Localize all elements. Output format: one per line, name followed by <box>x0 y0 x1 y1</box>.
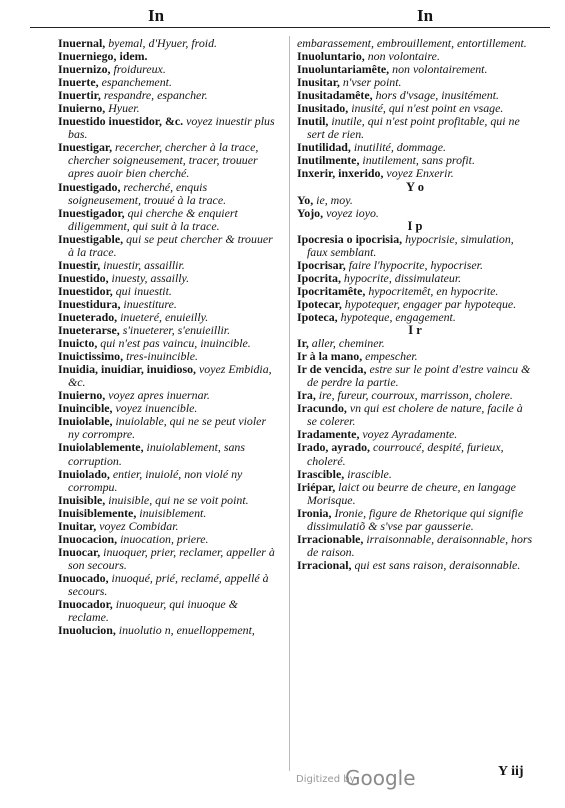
entry-translation: non volontaire. <box>364 49 440 64</box>
dictionary-entry <box>58 181 280 207</box>
entry-headword: Inuerniego, idem. <box>58 49 148 64</box>
entry-translation: inuoqueur, qui inuoque & reclame. <box>68 597 238 625</box>
entry-translation: embarassement, embrouillement, entortillement. <box>297 36 527 50</box>
dictionary-entry <box>297 363 533 389</box>
entry-headword: Inuocar, <box>58 544 101 559</box>
entry-headword: Inuocacion, <box>58 531 118 546</box>
entry-headword: Inuernizo, <box>58 62 111 77</box>
dictionary-entry <box>297 559 533 572</box>
dictionary-entry <box>58 115 280 141</box>
entry-translation: laict ou beurre de cheure, en langage Morisque. <box>307 479 516 507</box>
entry-translation: inutilité, dommage. <box>350 140 446 155</box>
entry-headword: Ipotecar, <box>297 296 342 311</box>
entry-headword: Inuerte, <box>58 75 99 90</box>
entry-translation: inuiolablement, sans corruption. <box>68 440 245 468</box>
section-heading: I p <box>407 218 423 233</box>
dictionary-entry <box>297 233 533 259</box>
entry-headword: Iracundo, <box>297 401 347 416</box>
right-running-head: In <box>417 6 434 25</box>
entry-translation: qui est sans raison, deraisonnable. <box>351 557 521 572</box>
entry-headword: Inxerir, inxerido, <box>297 166 384 181</box>
entry-translation: inuolutio n, enuelloppement, <box>115 623 255 638</box>
dictionary-entry <box>297 441 533 467</box>
dictionary-entry <box>58 441 280 467</box>
entry-translation: qui n'est pas vaincu, inuincible. <box>97 336 251 351</box>
dictionary-entry <box>58 141 280 180</box>
entry-headword: Inuestido, <box>58 270 109 285</box>
entry-headword: Inuicto, <box>58 336 98 351</box>
entry-translation: inuestiture. <box>120 296 177 311</box>
entry-translation: inuisible, qui ne se voit point. <box>105 492 249 507</box>
entry-headword: Ipocresia o ipocrisia, <box>297 231 403 246</box>
entry-translation: Hyuer. <box>105 101 140 116</box>
column-divider <box>289 36 290 771</box>
entry-translation: voyez inuencible. <box>112 401 198 416</box>
entry-headword: Ir de vencida, <box>297 362 367 377</box>
entry-translation: inuiolable, qui ne se peut violer ny corrompre. <box>68 414 267 442</box>
entry-translation: Ironie, figure de Rhetorique qui signifie dissimulatiõ & s'vse par gausserie. <box>307 505 524 533</box>
section-heading: I r <box>408 323 422 338</box>
entry-translation: ire, fureur, courroux, marrisson, cholere. <box>315 388 513 403</box>
entry-translation: irascible. <box>344 466 392 481</box>
entry-translation: tres-inuincible. <box>123 349 198 364</box>
entry-headword: Inuolucion, <box>58 623 116 638</box>
entry-translation: voyez Combidar. <box>96 518 179 533</box>
header-rule <box>30 27 550 28</box>
entry-headword: Ir à la mano, <box>297 349 363 364</box>
entry-headword: Inuierno, <box>58 101 106 116</box>
entry-translation: entier, inuiolé, non violé ny corrompu. <box>68 466 243 494</box>
entry-headword: Ironia, <box>297 505 332 520</box>
dictionary-entry <box>58 415 280 441</box>
entry-headword: Ipocrita, <box>297 270 341 285</box>
entry-translation: hors d'vsage, inusitément. <box>372 88 500 103</box>
entry-headword: Inueterado, <box>58 309 118 324</box>
entry-headword: Inuidia, inuidiar, inuidioso, <box>58 362 197 377</box>
dictionary-entry <box>297 207 533 220</box>
entry-headword: Ir, <box>297 336 309 351</box>
entry-translation: aller, cheminer. <box>308 336 385 351</box>
entry-translation: inutile, qui n'est point profitable, qui ne sert de rien. <box>307 114 520 142</box>
dictionary-entry <box>58 624 280 637</box>
entry-headword: Inutilidad, <box>297 140 351 155</box>
entry-headword: Inuoluntario, <box>297 49 365 64</box>
digitized-by-label: Digitized by <box>296 774 356 785</box>
entry-translation: voyez Enxerir. <box>383 166 454 181</box>
entry-translation: hypotequer, engager par hypoteque. <box>341 296 517 311</box>
entry-headword: Inuiolado, <box>58 466 110 481</box>
dictionary-entry <box>58 468 280 494</box>
entry-translation: inusité, qui n'est point en vsage. <box>348 101 504 116</box>
entry-headword: Inuictissimo, <box>58 349 124 364</box>
entry-headword: Inuoluntariamête, <box>297 62 390 77</box>
entry-headword: Inuestidor, <box>58 283 113 298</box>
entry-translation: courroucé, despité, furieux, choleré. <box>307 440 504 468</box>
entry-headword: Ira, <box>297 388 316 403</box>
entry-translation: hypoteque, engagement. <box>337 309 456 324</box>
entry-headword: Inuestigado, <box>58 179 121 194</box>
section-heading: Y o <box>406 179 424 194</box>
entry-translation: inuocation, priere. <box>117 531 209 546</box>
dictionary-entry <box>58 572 280 598</box>
entry-headword: Inusitar, <box>297 75 340 90</box>
entry-translation: non volontairement. <box>389 62 488 77</box>
entry-headword: Inuocador, <box>58 597 113 612</box>
dictionary-entry <box>297 533 533 559</box>
entry-headword: Inuocado, <box>58 570 109 585</box>
entry-translation: froidureux. <box>110 62 166 77</box>
entry-headword: Ipocrisar, <box>297 257 346 272</box>
entry-translation: inuoqué, prié, reclamé, appellé à secours. <box>68 570 269 598</box>
entry-headword: Ipocritamête, <box>297 283 366 298</box>
entry-headword: Ipoteca, <box>297 309 338 324</box>
entry-headword: Inuisiblemente, <box>58 505 137 520</box>
entry-headword: Inuitar, <box>58 518 97 533</box>
entry-translation: inueteré, enuieilly. <box>117 309 209 324</box>
entry-translation: ie, moy. <box>313 192 353 207</box>
entry-translation: vn qui est cholere de nature, facile à se colerer. <box>307 401 523 429</box>
entry-headword: Inuestidura, <box>58 296 121 311</box>
left-running-head: In <box>148 6 165 25</box>
entry-headword: Inuernal, <box>58 36 106 50</box>
entry-headword: Inusitado, <box>297 101 349 116</box>
entry-headword: Iriépar, <box>297 479 336 494</box>
dictionary-entry <box>297 507 533 533</box>
entry-translation: qui se peut chercher & trouuer à la trace. <box>68 231 273 259</box>
google-watermark: Google <box>345 766 416 790</box>
dictionary-entry <box>58 598 280 624</box>
entry-translation: recercher, chercher à la trace, chercher soigneusement, tracer, trouuer apres auoir bien cherché. <box>68 140 259 181</box>
entry-translation: s'inueterer, s'enuieillir. <box>119 323 231 338</box>
dictionary-entry <box>58 363 280 389</box>
entry-translation: voyez Embidia, &c. <box>68 362 272 390</box>
entry-translation: voyez inuestir plus bas. <box>68 114 275 142</box>
entry-translation: hypocritemêt, en hypocrite. <box>365 283 499 298</box>
left-column <box>58 37 280 637</box>
entry-translation: inutilement, sans profit. <box>359 153 475 168</box>
dictionary-entry <box>58 233 280 259</box>
entry-translation: hypocrite, dissimulateur. <box>340 270 462 285</box>
entry-headword: Iradamente, <box>297 427 360 442</box>
entry-translation: inuestir, assaillir. <box>100 257 185 272</box>
entry-headword: Inuestir, <box>58 257 101 272</box>
entry-translation: empescher. <box>362 349 418 364</box>
entry-headword: Inuiolablemente, <box>58 440 144 455</box>
entry-headword: Inuestigar, <box>58 140 113 155</box>
signature-mark: Y iij <box>498 764 524 779</box>
entry-headword: Irracional, <box>297 557 352 572</box>
dictionary-entry <box>297 402 533 428</box>
entry-headword: Yo, <box>297 192 314 207</box>
entry-headword: Inuisible, <box>58 492 106 507</box>
right-column <box>297 37 533 572</box>
entry-translation: voyez ioyo. <box>323 205 379 220</box>
entry-translation: estre sur le point d'estre vaincu & de perdre la partie. <box>307 362 531 390</box>
entry-headword: Irracionable, <box>297 531 364 546</box>
entry-translation: inuoquer, prier, reclamer, appeller à son secours. <box>68 544 275 572</box>
entry-headword: Inuertir, <box>58 88 101 103</box>
dictionary-entry <box>58 207 280 233</box>
entry-headword: Inuestido inuestidor, &c. <box>58 114 184 129</box>
entry-headword: Inuestigable, <box>58 231 124 246</box>
entry-headword: Inuincible, <box>58 401 113 416</box>
entry-translation: voyez apres inuernar. <box>105 388 210 403</box>
entry-translation: voyez Ayradamente. <box>359 427 458 442</box>
entry-headword: Yojo, <box>297 205 324 220</box>
entry-headword: Irado, ayrado, <box>297 440 370 455</box>
entry-translation: inuesty, assailly. <box>108 270 190 285</box>
entry-translation: irraisonnable, deraisonnable, hors de raison. <box>307 531 533 559</box>
dictionary-entry <box>297 481 533 507</box>
entry-headword: Inuiolable, <box>58 414 113 429</box>
entry-headword: Irascible, <box>297 466 345 481</box>
entry-translation: hypocrisie, simulation, faux semblant. <box>307 231 514 259</box>
entry-headword: Inutil, <box>297 114 329 129</box>
entry-translation: inuisiblement. <box>136 505 207 520</box>
entry-headword: Inusitadamête, <box>297 88 373 103</box>
entry-headword: Inuestigador, <box>58 205 125 220</box>
entry-translation: espanchement. <box>98 75 172 90</box>
entry-translation: n'vser point. <box>339 75 402 90</box>
entry-translation: faire l'hypocrite, hypocriser. <box>345 257 483 272</box>
entry-translation: qui cherche & enquiert diligemment, qui suit à la trace. <box>68 205 238 233</box>
entry-translation: byemal, d'Hyuer, froid. <box>105 36 217 50</box>
entry-headword: Inueterarse, <box>58 323 120 338</box>
entry-headword: Inuierno, <box>58 388 106 403</box>
dictionary-entry <box>297 167 533 180</box>
entry-translation: respandre, espancher. <box>100 88 208 103</box>
entry-translation: recherché, enquis soigneusement, trouué à la trace. <box>68 179 227 207</box>
dictionary-entry <box>58 546 280 572</box>
entry-headword: Inutilmente, <box>297 153 360 168</box>
entry-translation: qui inuestit. <box>112 283 172 298</box>
dictionary-entry <box>297 115 533 141</box>
